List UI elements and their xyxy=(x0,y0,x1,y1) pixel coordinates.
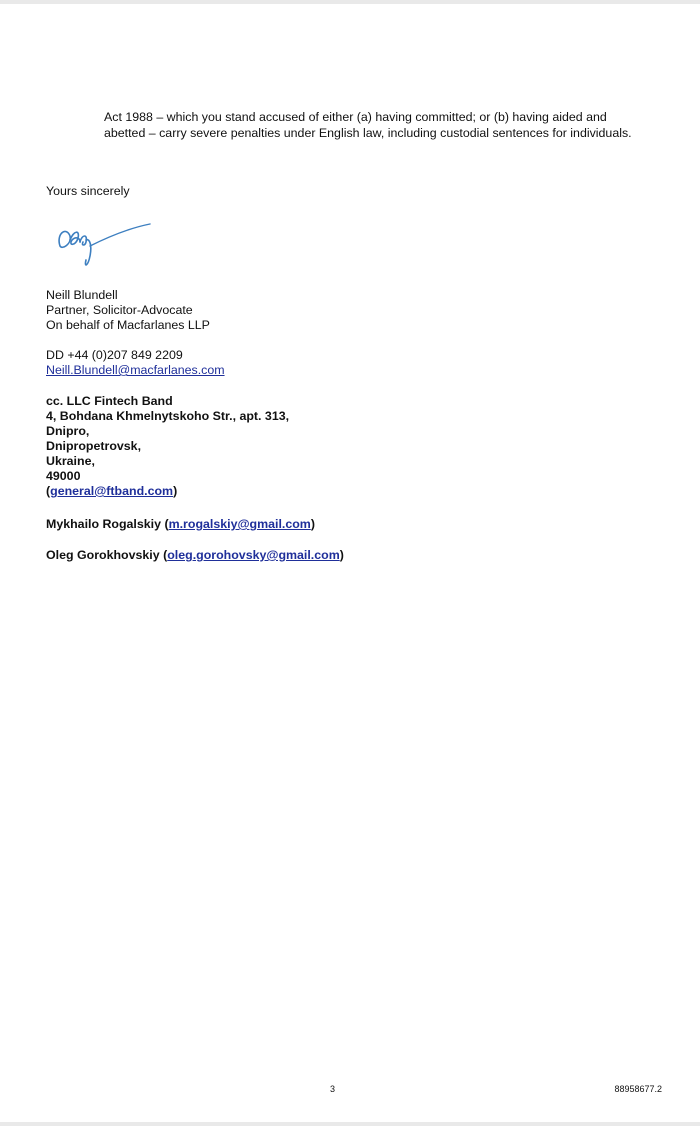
recipient-line xyxy=(46,548,344,563)
paragraph-line: Act 1988 – which you stand accused of either (a) having committed; or (b) having aided and xyxy=(104,110,607,124)
signer-email-link[interactable]: Neill.Blundell@macfarlanes.com xyxy=(46,363,225,377)
closing: Yours sincerely xyxy=(46,184,130,198)
paren-close: ) xyxy=(310,517,315,531)
cc-line: Dnipropetrovsk, xyxy=(46,439,142,453)
signer-block xyxy=(46,288,210,333)
signer-title: Partner, Solicitor-Advocate xyxy=(46,303,193,317)
recipient-name: Mykhailo Rogalskiy xyxy=(46,517,161,531)
signature-image xyxy=(50,216,155,274)
recipient-line xyxy=(46,517,315,532)
paren-close: ) xyxy=(173,484,178,498)
paren-close: ) xyxy=(339,548,344,562)
recipient-email-link[interactable]: oleg.gorohovsky@gmail.com xyxy=(167,548,340,562)
paren-open: ( xyxy=(163,548,168,562)
signer-name: Neill Blundell xyxy=(46,288,118,302)
document-reference: 88958677.2 xyxy=(614,1084,662,1094)
cc-line: Dnipro, xyxy=(46,424,90,438)
signer-firm: On behalf of Macfarlanes LLP xyxy=(46,318,210,332)
signer-phone: DD +44 (0)207 849 2209 xyxy=(46,348,183,362)
cc-block xyxy=(46,394,289,499)
page-number: 3 xyxy=(330,1084,336,1094)
recipient-name: Oleg Gorokhovskiy xyxy=(46,548,160,562)
body-paragraph xyxy=(104,110,664,141)
cc-line: 49000 xyxy=(46,469,81,483)
recipient-email-link[interactable]: m.rogalskiy@gmail.com xyxy=(168,517,311,531)
cc-email-link[interactable]: general@ftband.com xyxy=(50,484,174,498)
cc-line: Ukraine, xyxy=(46,454,95,468)
paren-open: ( xyxy=(164,517,169,531)
paren-open: ( xyxy=(46,484,51,498)
paragraph-line: abetted – carry severe penalties under English law, including custodial sentences for individuals. xyxy=(104,125,632,140)
cc-line: 4, Bohdana Khmelnytskoho Str., apt. 313, xyxy=(46,409,290,423)
contact-block xyxy=(46,348,225,378)
cc-email-line xyxy=(46,484,289,499)
cc-line: cc. LLC Fintech Band xyxy=(46,394,173,408)
document-page xyxy=(0,4,700,1122)
